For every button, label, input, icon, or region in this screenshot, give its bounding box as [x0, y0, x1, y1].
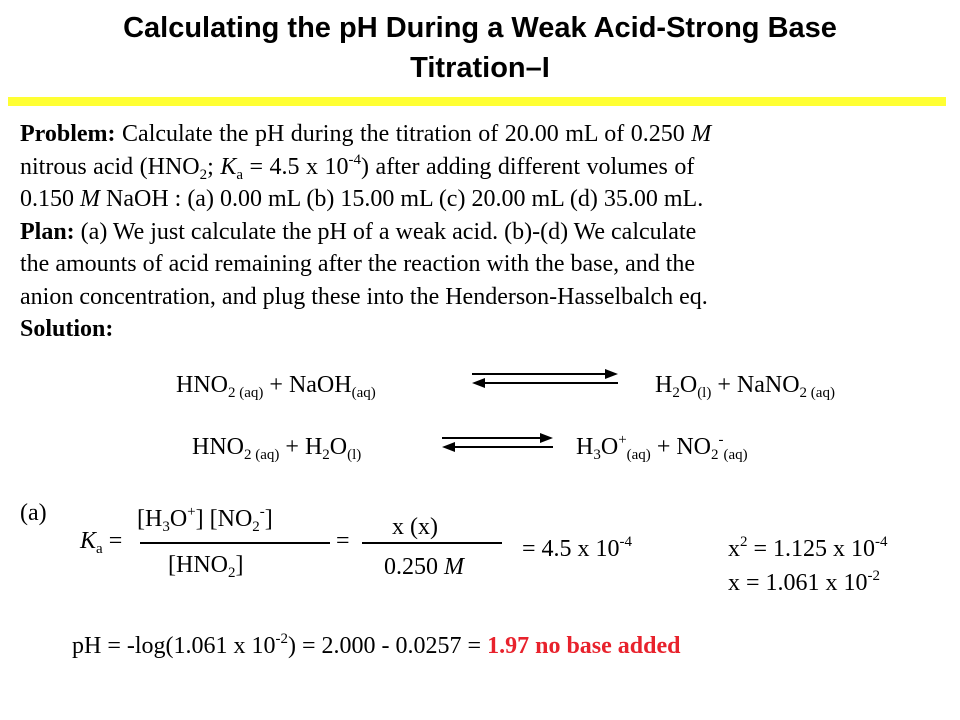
ka-denominator: $[HNO_2]$ — [168, 552, 244, 581]
reaction-2-reactants: $HNO_2$ $_{(aq)} + H_2O_{(l)}$ — [192, 434, 362, 463]
title-line-1: Calculating the pH During a Weak Acid-Strong Base — [123, 12, 837, 44]
ka-fraction-bar — [140, 542, 330, 544]
problem-label: Problem: — [20, 121, 116, 147]
problem-line-3: 0.150 M NaOH : (a) 0.00 mL (b) 15.00 mL (c) 20.00 mL (d) 35.00 mL. — [20, 186, 704, 212]
x-fraction-bar — [362, 542, 502, 544]
solution-label: Solution: — [20, 316, 114, 342]
x-fraction-numerator: x (x) — [392, 514, 438, 540]
solution-line — [20, 313, 940, 346]
equilibrium-arrow-1 — [470, 368, 620, 390]
title-underline-bar — [8, 97, 946, 106]
equilibrium-arrow-2 — [440, 432, 555, 454]
x-squared-result: $x^2 = 1.125$ x $10^{-4}$ — [728, 534, 888, 562]
reaction-2-products: $H_3O^+_{(aq)} + NO_2^-_{(aq)}$ — [576, 432, 748, 463]
slide-title — [0, 8, 960, 88]
ka-symbol: $K_a$ = — [80, 528, 123, 557]
reaction-1-products: $H_2O_{(l)}$ + NaNO$_2$ $_{(aq)}$ — [655, 372, 835, 401]
problem-line-2: nitrous acid ($HNO_2$; $K_a = 4.5$ x $10^{-4}$) after adding different volumes of — [20, 151, 695, 183]
ph-calculation: pH = -log(1.061 x $10^{-2}) = 2.000 - 0.0257 = 1.97$ no base added — [72, 631, 681, 659]
x-fraction-denominator: 0.250 M — [384, 554, 464, 580]
plan-line-2: the amounts of acid remaining after the reaction with the base, and the — [20, 251, 696, 277]
problem-line-1: Problem: Calculate the pH during the titration of 20.00 mL of 0.250 M — [20, 121, 712, 147]
plan-line-3: anion concentration, and plug these into the Henderson-Hasselbalch eq. — [20, 283, 708, 310]
ka-value: = 4.5 x $10^{-4}$ — [522, 534, 633, 562]
problem-plan-text — [20, 118, 940, 346]
plan-line-1: Plan: (a) We just calculate the pH of a weak acid. (b)-(d) We calculate — [20, 218, 697, 245]
x-result: x = 1.061 x $10^{-2}$ — [728, 568, 881, 596]
ph-answer: 1.97 no base added — [487, 633, 681, 659]
title-line-2: Titration–I — [410, 52, 550, 84]
ka-numerator: $[H_3O^+]$ $[NO_2^-]$ — [137, 504, 273, 535]
part-a-label: (a) — [20, 500, 47, 526]
plan-label: Plan: — [20, 218, 75, 245]
reaction-1-reactants: $HNO_2$ $_{(aq)}$ + NaOH$_{(aq)}$ — [176, 372, 376, 401]
equals-sign: = — [336, 528, 350, 554]
